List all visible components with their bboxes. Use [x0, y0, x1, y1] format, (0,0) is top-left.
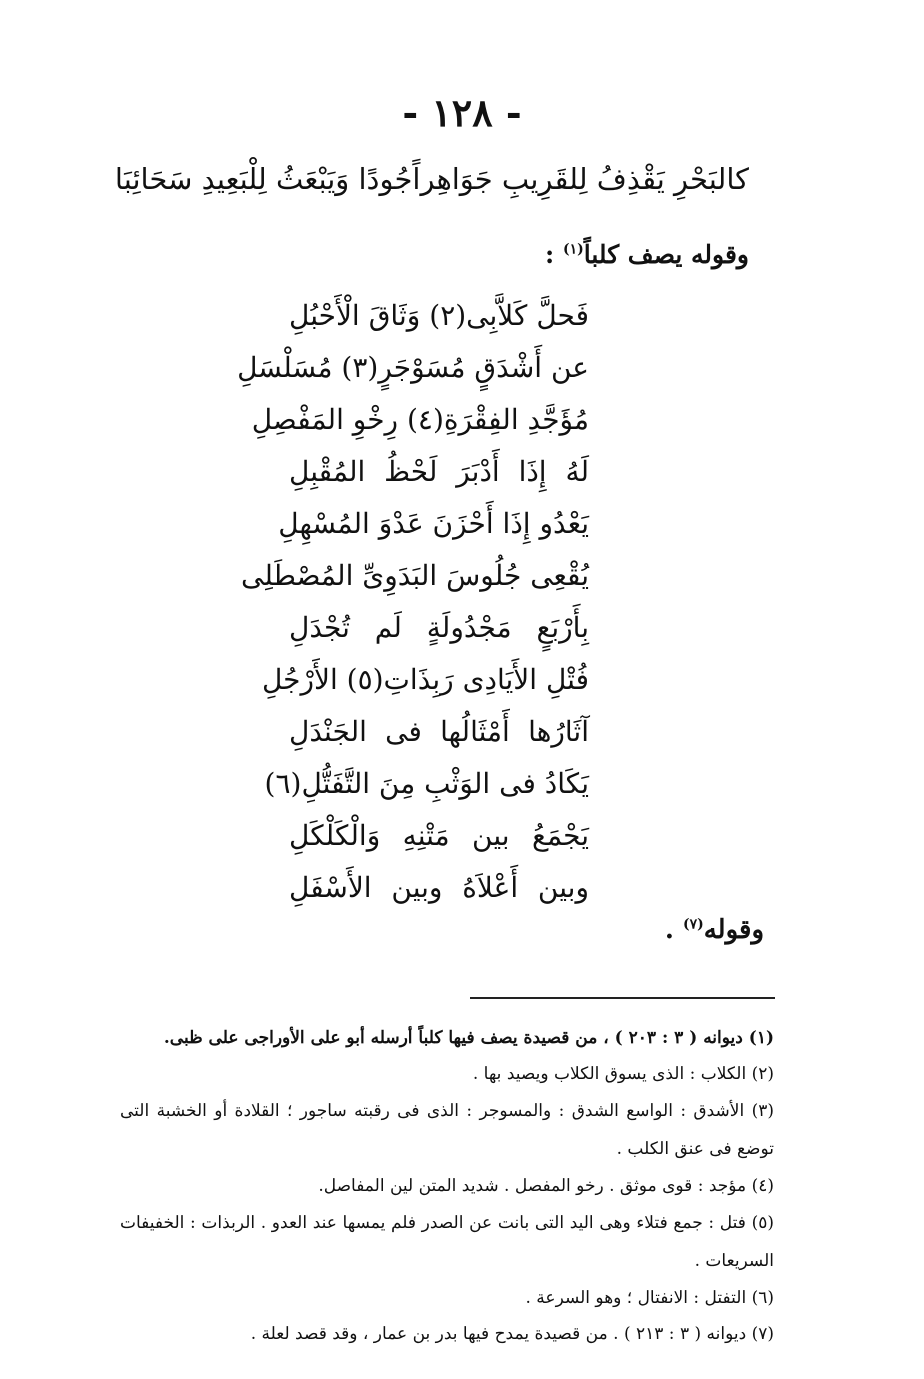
footnote-6: (٦) التفتل : الانفتال ؛ وهو السرعة . [525, 1288, 774, 1308]
poem [237, 290, 589, 914]
poem-line: فُتْلِ الأَيَادِى رَبِذَاتِ(٥) الأَرْجُلِ [261, 663, 589, 696]
poem-line: يُقْعِى جُلُوسَ البَدَوِىِّ المُصْطَلِى [241, 559, 589, 592]
page-number: - ١٢٨ - [402, 90, 522, 135]
footnote-7: (٧) ديوانه ( ٣ : ٢١٣ ) . من قصيدة يمدح فيها بدر بن عمار ، وقد قصد لعلة . [250, 1324, 774, 1344]
footnote-1: (١) ديوانه ( ٣ : ٢٠٣ ) ، من قصيدة يصف فيها كلباً أرسله أبو على الأوراجى على ظبى. [163, 1028, 774, 1048]
poem-line: لَهُ إِذَا أَدْبَرَ لَحْظُ المُقْبِلِ [289, 455, 589, 488]
poem-line: وبين أَعْلاَهُ وبين الأَسْفَلِ [289, 871, 589, 904]
poem-line: مُؤَجَّدِ الفِقْرَةِ(٤) رِخْوِ المَفْصِلِ [251, 403, 589, 436]
footnote-ref-1: (١) [562, 241, 584, 258]
poem-line: يَجْمَعُ بين مَتْنِهِ وَالْكَلْكَلِ [289, 819, 589, 852]
footnote-5: (٥) فتل : جمع فتلاء وهى اليد التى بانت عن الصدر فلم يمسها عند العدو . الربذات : الخفيفات السريعات . [120, 1213, 774, 1271]
poem-line: آثَارُها أَمْثَالُها فى الجَنْدَلِ [289, 715, 589, 748]
intro-colon: : [545, 240, 555, 269]
footnote-separator [470, 997, 775, 999]
closing-line [665, 915, 764, 945]
verse-right-hemistich: كالبَحْرِ يَقْذِفُ لِلقَرِيبِ جَوَاهِراً [412, 162, 749, 196]
poem-line: فَحلَّ كَلاَّبِى(٢) وَثَاقَ الْأَحْبُلِ [289, 299, 589, 332]
closing-period: . [664, 915, 674, 945]
footnotes [120, 1020, 774, 1352]
footnote-3: (٣) الأشدق : الواسع الشدق : والمسوجر : الذى فى رقبته ساجور ؛ القلادة أو الخشبة التى توضع فى عنق الكلب . [120, 1101, 774, 1159]
footnote-ref-7: (٧) [682, 916, 704, 933]
footnote-4: (٤) مؤجد : قوى موثق . رخو المفصل . شديد المتن لين المفاصل. [318, 1176, 774, 1196]
verse-left-hemistich: جُودًا وَيَبْعَثُ لِلْبَعِيدِ سَحَائِبَا [114, 162, 413, 196]
footnote-2: (٢) الكلاب : الذى يسوق الكلاب ويصيد بها . [472, 1064, 774, 1084]
poem-line: بِأَرْبَعٍ مَجْدُولَةٍ لَم تُجْدَلِ [289, 611, 589, 644]
poem-line: يَكَادُ فى الوَثْبِ مِنَ التَّفَتُّلِ(٦) [264, 767, 589, 800]
poem-line: يَعْدُو إِذَا أَحْزَنَ عَدْوَ المُسْهِلِ [278, 507, 589, 540]
closing-text: وقوله [703, 915, 764, 945]
intro-text: وقوله يصف كلباً [583, 240, 749, 269]
opening-verse [114, 162, 749, 196]
poem-introduction [545, 240, 749, 269]
poem-line: عن أَشْدَقٍ مُسَوْجَرٍ(٣) مُسَلْسَلِ [237, 351, 589, 384]
